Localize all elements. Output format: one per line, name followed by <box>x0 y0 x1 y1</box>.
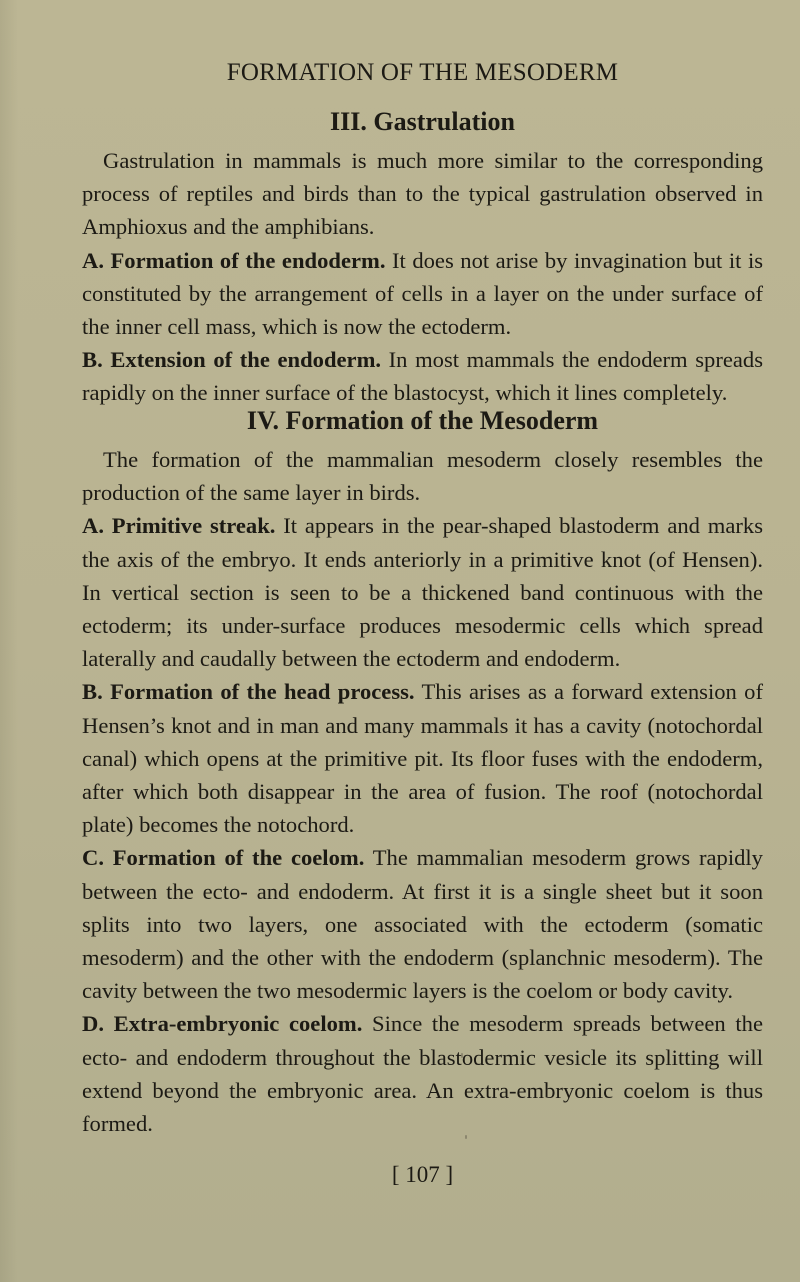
paragraph-text: This arises as a forward extension of Hensen’s knot and in man and many mammals it has a cavity (notochordal canal) which opens at the primitive pit. Its floor fuses with the endoderm, after which both disappear in the area of fusion. The roof (notochordal plate) becomes the notochord. <box>82 679 763 838</box>
section-mesoderm-body <box>82 443 763 1140</box>
paragraph-formation-of-endoderm <box>82 244 763 344</box>
section-gastrulation-body <box>82 144 763 410</box>
paragraph-lead: A. Primitive streak. <box>82 513 276 539</box>
paragraph-coelom <box>82 841 763 1007</box>
paragraph-lead: B. Formation of the head process. <box>82 679 415 705</box>
paragraph-lead: B. Extension of the endoderm. <box>82 347 382 373</box>
section-title-formation-of-mesoderm: IV. Formation of the Mesoderm <box>246 406 599 435</box>
paragraph-extension-of-endoderm <box>82 343 763 409</box>
page-number: [ 107 ] <box>391 1162 454 1187</box>
paragraph-head-process <box>82 675 763 841</box>
paragraph-text: Since the mesoderm spreads between the ecto- and endoderm throughout the blastodermic vesicle its splitting will extend beyond the embryonic area. An extra-embryonic coelom is thus formed. <box>82 1011 763 1137</box>
paragraph-text: In most mammals the endoderm spreads rapidly on the inner surface of the blastocyst, which it lines completely. <box>82 347 763 406</box>
paragraph-text: It does not arise by invagination but it is constituted by the arrangement of cells in a layer on the under surface of the inner cell mass, which is now the ectoderm. <box>82 247 764 340</box>
paragraph-text: It appears in the pear-shaped blastoderm and marks the axis of the embryo. It ends anteriorly in a primitive knot (of Hensen). In vertical section is seen to be a thickened band continuous with the ectoderm; its under-surface produces mesodermic cells which spread laterally and caudally between the ectoderm and endoderm. <box>82 513 763 672</box>
paragraph-gastrulation-intro: Gastrulation in mammals is much more similar to the corresponding process of reptiles and birds than to the typical gastrulation observed in Amphioxus and the amphibians. <box>82 148 763 240</box>
paragraph-text: The mammalian mesoderm grows rapidly between the ecto- and endoderm. At first it is a single sheet but it soon splits into two layers, one associated with the ectoderm (somatic mesoderm) and the other with the endoderm (splanchnic mesoderm). The cavity between the two mesodermic layers is the coelom or body cavity. <box>82 845 763 1004</box>
paragraph-primitive-streak <box>82 509 763 675</box>
section-title-gastrulation: III. Gastrulation <box>330 107 515 136</box>
paper-speck <box>461 1053 463 1058</box>
running-head: FORMATION OF THE MESODERM <box>226 59 619 86</box>
paragraph-lead: C. Formation of the coelom. <box>82 845 365 871</box>
paragraph-mesoderm-intro: The formation of the mammalian mesoderm closely resembles the production of the same layer in birds. <box>82 447 763 506</box>
paragraph-lead: D. Extra-embryonic coelom. <box>82 1011 363 1037</box>
paragraph-lead: A. Formation of the endoderm. <box>82 247 386 273</box>
paper-speck <box>465 1135 467 1139</box>
paragraph-extra-embryonic-coelom <box>82 1007 763 1140</box>
